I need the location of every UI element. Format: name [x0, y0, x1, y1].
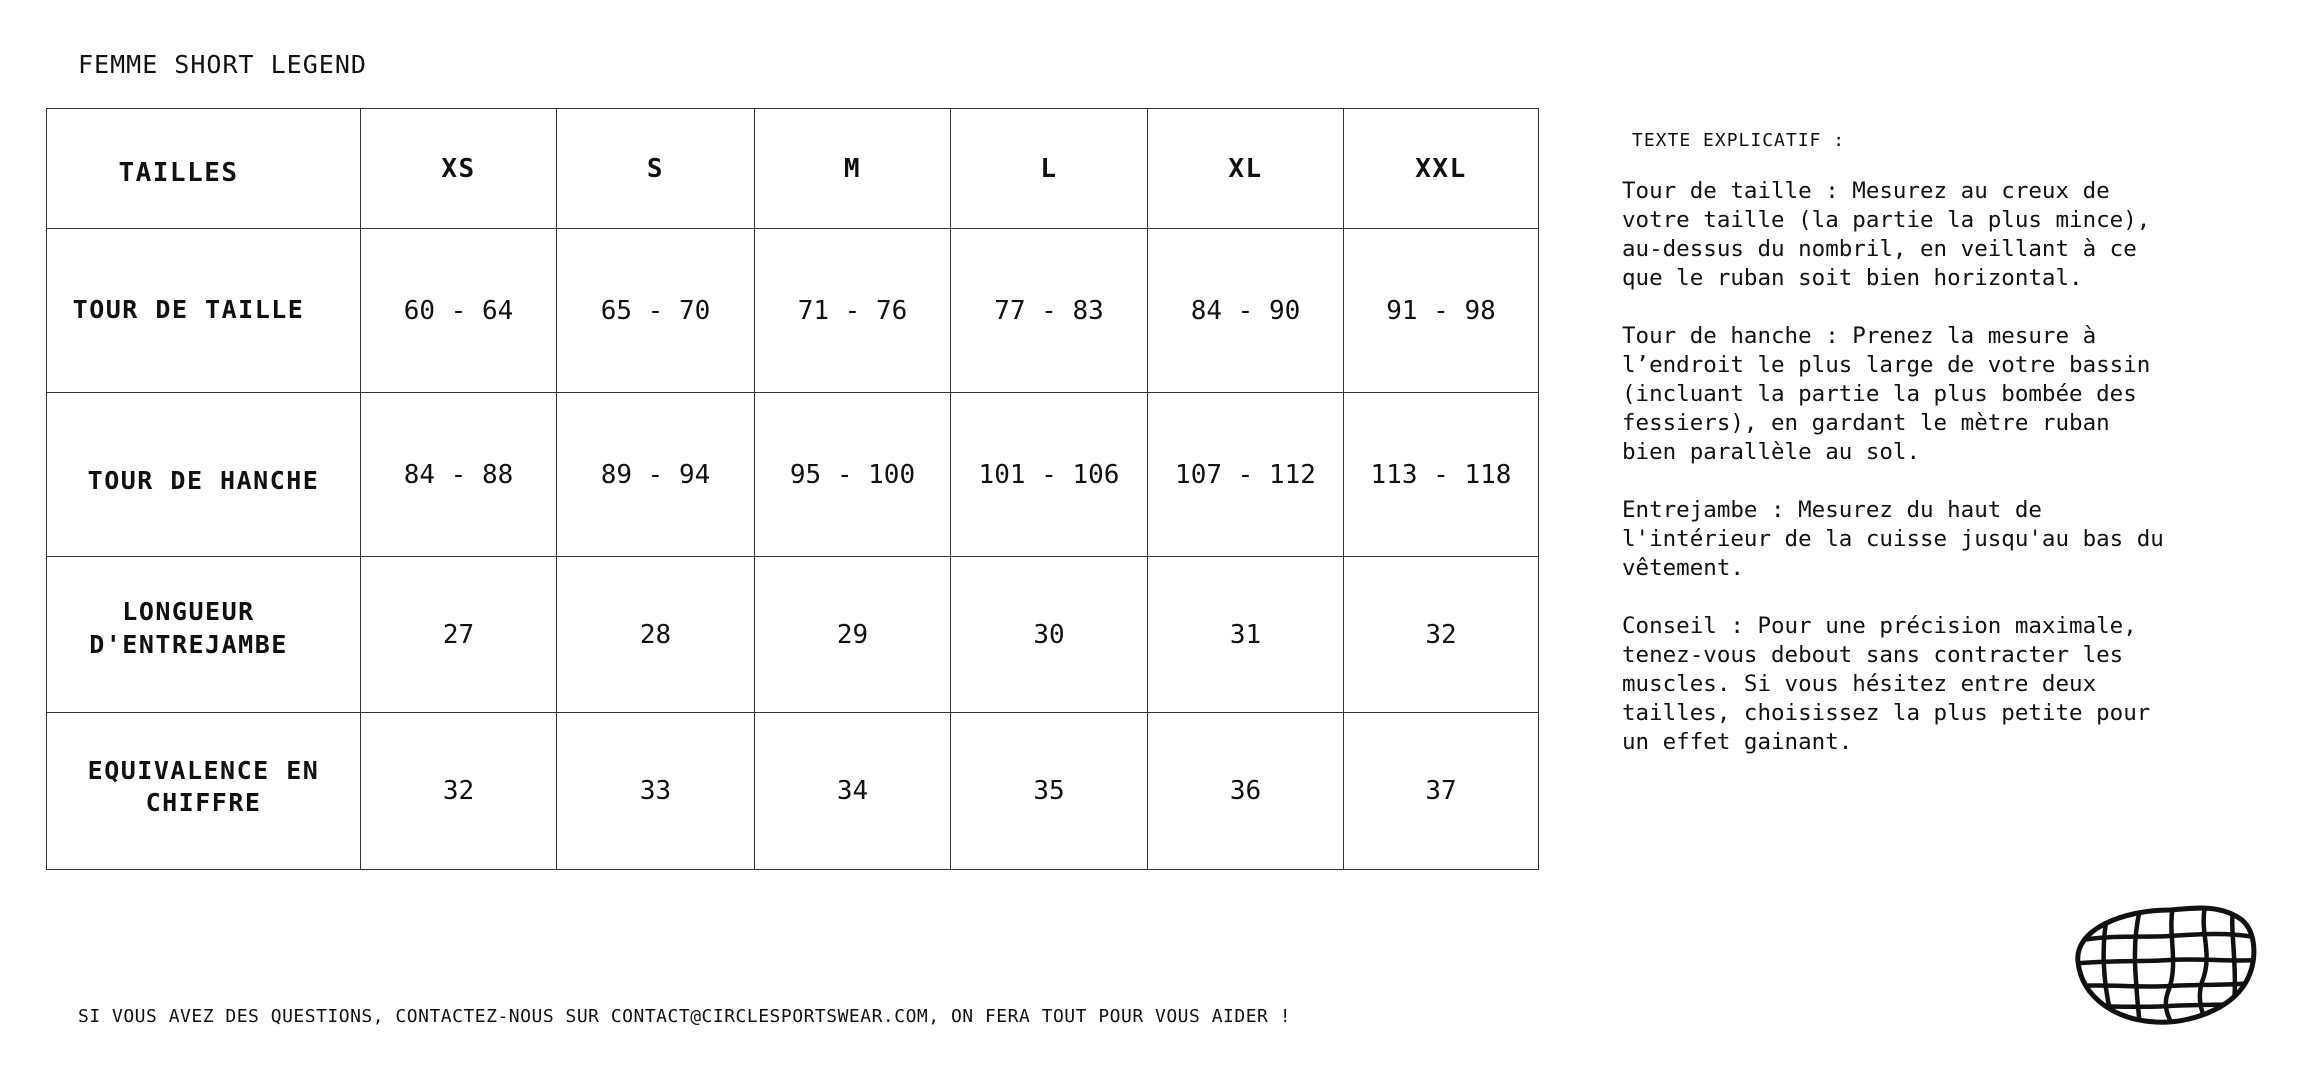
table-cell: 28 [557, 557, 755, 713]
row-label-waist: TOUR DE TAILLE [47, 229, 361, 393]
inseam-explanation: Entrejambe : Mesurez du haut de l'intérieur de la cuisse jusqu'au bas du vêtement. [1622, 497, 2164, 581]
table-cell: 34 [755, 713, 951, 870]
table-cell: 89 - 94 [557, 393, 755, 557]
table-cell: 33 [557, 713, 755, 870]
table-cell: 37 [1344, 713, 1539, 870]
table-cell: 36 [1148, 713, 1344, 870]
header-row [47, 109, 1539, 229]
row-label-equivalence: EQUIVALENCE EN CHIFFRE [47, 713, 361, 870]
table-cell: 84 - 90 [1148, 229, 1344, 393]
advice-explanation: Conseil : Pour une précision maximale, tenez-vous debout sans contracter les muscles. Si vous hésitez entre deux tailles, choisissez la plus petite pour un effet gainant. [1622, 613, 2151, 755]
table-cell: 95 - 100 [755, 393, 951, 557]
table-row [47, 557, 1539, 713]
explanation-title: TEXTE EXPLICATIF : [1632, 130, 1846, 151]
size-header: M [755, 109, 951, 229]
table-cell: 27 [361, 557, 557, 713]
product-title: FEMME SHORT LEGEND [78, 50, 367, 79]
size-header: L [951, 109, 1148, 229]
table-cell: 71 - 76 [755, 229, 951, 393]
row-label-hip: TOUR DE HANCHE [47, 393, 361, 557]
table-cell: 32 [1344, 557, 1539, 713]
waist-explanation: Tour de taille : Mesurez au creux de votre taille (la partie la plus mince), au-dessus du nombril, en veillant à ce que le ruban soit bien horizontal. [1622, 178, 2151, 291]
size-header: XXL [1344, 109, 1539, 229]
contact-footer: SI VOUS AVEZ DES QUESTIONS, CONTACTEZ-NOUS SUR CONTACT@CIRCLESPORTSWEAR.COM, ON FERA TOUT POUR VOUS AIDER ! [78, 1006, 1292, 1027]
table-cell: 101 - 106 [951, 393, 1148, 557]
table-cell: 91 - 98 [1344, 229, 1539, 393]
table-cell: 29 [755, 557, 951, 713]
table-row [47, 393, 1539, 557]
table-row [47, 713, 1539, 870]
table-cell: 113 - 118 [1344, 393, 1539, 557]
row-label-inseam: LONGUEUR D'ENTREJAMBE [47, 557, 361, 713]
table-cell: 84 - 88 [361, 393, 557, 557]
table-row [47, 229, 1539, 393]
corner-label: TAILLES [47, 109, 361, 229]
size-chart-table [46, 108, 1539, 870]
warped-globe-logo-icon [2070, 902, 2260, 1028]
table-cell: 30 [951, 557, 1148, 713]
table-cell: 32 [361, 713, 557, 870]
size-header: XS [361, 109, 557, 229]
table-cell: 77 - 83 [951, 229, 1148, 393]
explanation-panel [1622, 130, 2182, 786]
table-cell: 60 - 64 [361, 229, 557, 393]
table-cell: 107 - 112 [1148, 393, 1344, 557]
table-cell: 65 - 70 [557, 229, 755, 393]
hip-explanation: Tour de hanche : Prenez la mesure à l’endroit le plus large de votre bassin (incluant la partie la plus bombée des fessiers), en gardant le mètre ruban bien parallèle au sol. [1622, 323, 2151, 465]
table-cell: 35 [951, 713, 1148, 870]
size-header: S [557, 109, 755, 229]
size-header: XL [1148, 109, 1344, 229]
table-cell: 31 [1148, 557, 1344, 713]
